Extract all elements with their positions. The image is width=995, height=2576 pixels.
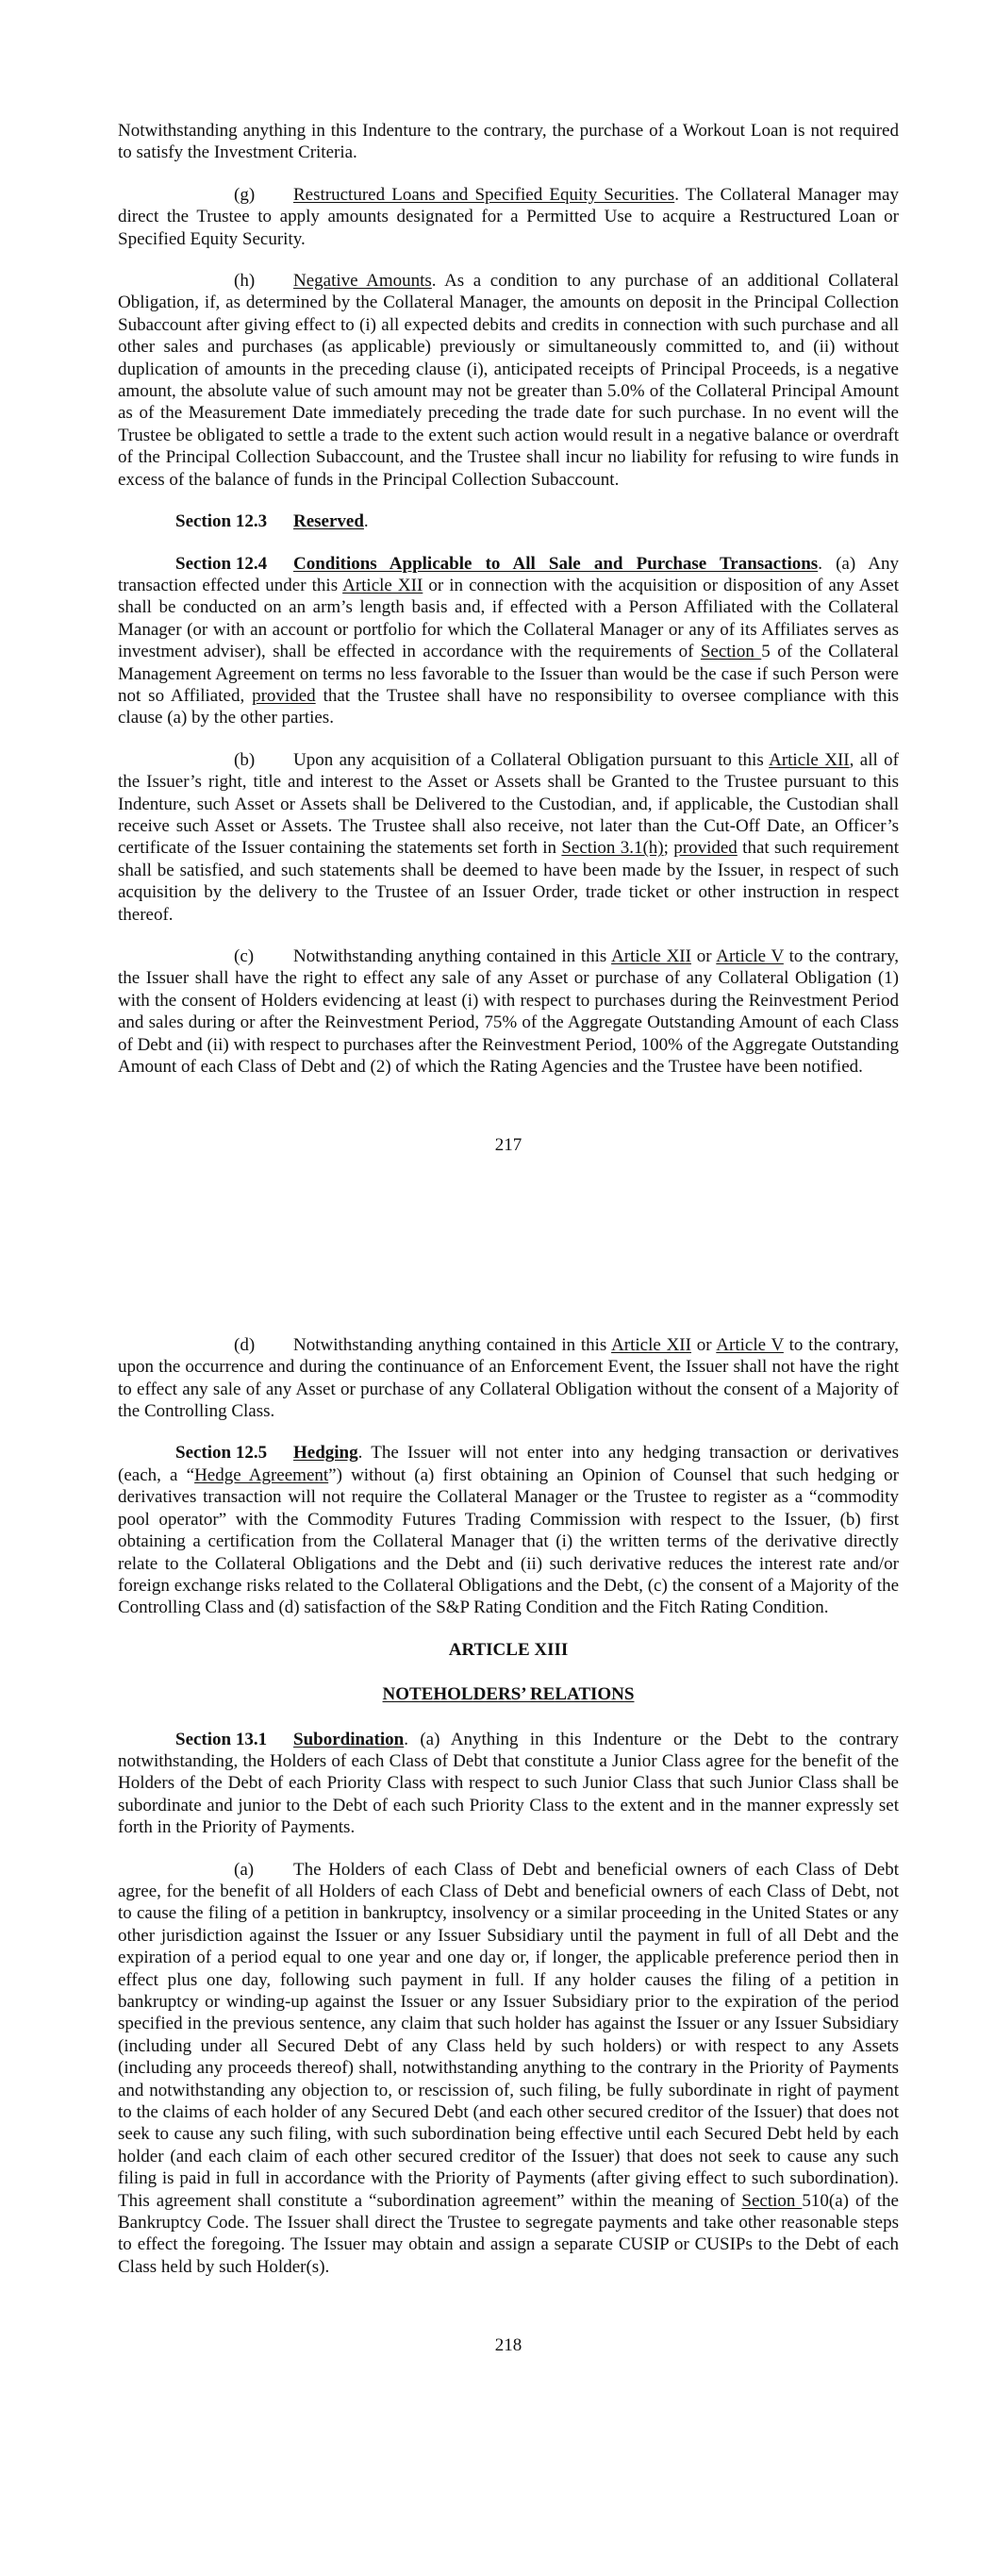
paragraph-b-acquisition bbox=[118, 749, 899, 926]
clause-label: (d) bbox=[234, 1334, 256, 1355]
text-run: ; bbox=[663, 838, 674, 859]
text-run: , all of the Issuer’s right, title and interest to the Asset or Assets shall be Granted to the Trustee pursuant to this Indenture, such Asset or Assets shall be Delivered to the Custodian, and, if applicable, the Custodian shall receive such Asset or Assets. The Trustee shall also receive, not later than the Cut-Off Date, an Officer’s certificate of the Issuer containing the statements set forth in bbox=[118, 749, 899, 859]
cross-reference: Article XII bbox=[769, 749, 850, 770]
text-run: or in connection with the acquisition or disposition of any Asset shall be conducted on an arm’s length basis and, if effected with a Person Affiliated with the Collateral Manager (or with an account or portfolio for which the Collateral Manager or any of its Affiliates serves as investment adviser), shall be effected in accordance with the requirements of bbox=[118, 575, 900, 662]
cross-reference: provided bbox=[673, 838, 738, 859]
section-number: Section 12.4 bbox=[175, 553, 268, 574]
clause-label: (b) bbox=[234, 749, 256, 770]
paragraph-h-negative-amounts bbox=[118, 270, 899, 491]
cross-reference: Section bbox=[741, 2190, 803, 2211]
section-title: Hedging bbox=[293, 1443, 358, 1464]
text-run: Notwithstanding anything contained in this bbox=[293, 1334, 612, 1355]
section-12-3 bbox=[118, 510, 899, 532]
page-number: 217 bbox=[494, 1135, 522, 1156]
section-number: Section 13.1 bbox=[175, 1729, 268, 1749]
cross-reference: provided bbox=[252, 685, 316, 706]
clause-label: (c) bbox=[234, 946, 255, 966]
page-number: 218 bbox=[494, 2335, 522, 2356]
cross-reference: Article XII bbox=[611, 946, 691, 966]
text-run: ”) without (a) first obtaining an Opinion of Counsel that such hedging or derivatives transaction will not require the Collateral Manager or the Trustee to register as a “commodity pool operator” with the Commodity Futures Trading Commission with respect to the Issuer, (b) first obtaining a certification from the Collateral Manager that (i) the written terms of the derivative directly relate to the Collateral Obligations and the Debt and (ii) such derivative reduces the interest rate and/or foreign exchange risks related to the Collateral Obligations and the Debt, (c) the consent of a Majority of the Controlling Class and (d) satisfaction of the S&P Rating Condition and the Fitch Rating Condition. bbox=[118, 1464, 899, 1618]
cross-reference: Article XII bbox=[342, 575, 423, 595]
paragraph-d-enforcement-event bbox=[118, 1334, 899, 1423]
text-run: The Holders of each Class of Debt and beneficial owners of each Class of Debt agree, for the benefit of all Holders of each Class of Debt and beneficial owners of each Class of Debt, not to cause the filing of a petition in bankruptcy, insolvency or a similar proceeding in the United States or any other jurisdiction against the Issuer or any Issuer Subsidiary until the payment in full of all Debt and the expiration of a period equal to one year and one day or, if longer, the applicable preference period then in effect plus one day, following such payment in full. If any holder causes the filing of a petition in bankruptcy or winding-up against the Issuer or any Issuer Subsidiary prior to the expiration of the period specified in the previous sentence, any claim that such holder has against the Issuer or any Issuer Subsidiary (including under all Secured Debt of any Class held by such holders) or with respect to any Assets (including any proceeds thereof) shall, notwithstanding anything to the contrary in the Priority of Payments and notwithstanding any objection to, or rescission of, such filing, be fully subordinate in right of payment to the claims of each holder of any Secured Debt (and each other secured creditor of the Issuer) that does not seek to cause any such filing, with such subordination being effective until each Secured Debt held by each holder (and each claim of each other secured creditor of the Issuer) that does not seek to cause any such filing is paid in full in accordance with the Priority of Payments (after giving effect to such subordination). This agreement shall constitute a “subordination agreement” within the meaning of bbox=[118, 1859, 899, 2211]
text-run: . The Collateral Manager may direct the Trustee to apply amounts designated for a Permitted Use to acquire a Restructured Loan or Specified Equity Security. bbox=[118, 184, 899, 249]
text-run: 5 of the Collateral Management Agreement on terms no less favorable to the Issuer than would be the case if such Person were not so Affiliated, bbox=[118, 642, 899, 706]
text-run: to the contrary, the Issuer shall have the right to effect any sale of any Asset or purchase of any Collateral Obligation (1) with the consent of Holders evidencing at least (i) with respect to purchases during the Reinvestment Period and sales during or after the Reinvestment Period, 75% of the Aggregate Outstanding Amount of each Class of Debt and (ii) with respect to purchases after the Reinvestment Period, 100% of the Aggregate Outstanding Amount of each Class of Debt and (2) of which the Rating Agencies and the Trustee have been notified. bbox=[118, 946, 899, 1078]
text-run: Notwithstanding anything in this Indenture to the contrary, the purchase of a Workout Loan is not required to satisfy the Investment Criteria. bbox=[118, 121, 899, 163]
section-13-1 bbox=[118, 1729, 899, 1839]
text-run: or bbox=[690, 946, 717, 966]
text-run: Upon any acquisition of a Collateral Obligation pursuant to this bbox=[293, 749, 770, 770]
text-run: . (a) Any transaction effected under this bbox=[118, 553, 899, 595]
text-run: . bbox=[363, 511, 369, 532]
page-217 bbox=[0, 0, 899, 1157]
text-run: that such requirement shall be satisfied, and such statements shall be deemed to have been made by the Issuer, in respect of such acquisition by the delivery to the Trustee of an Issuer Order, trade ticket or other instruction in respect thereof. bbox=[118, 838, 899, 925]
section-12-5 bbox=[118, 1442, 899, 1618]
paragraph-workout-loan bbox=[118, 120, 899, 164]
cross-reference: Article V bbox=[716, 946, 784, 966]
section-title: Subordination bbox=[293, 1729, 405, 1749]
section-title: Reserved bbox=[293, 511, 364, 532]
text-run: . As a condition to any purchase of an additional Collateral Obligation, if, as determined by the Collateral Manager, the amounts on deposit in the Principal Collection Subaccount after giving effect to (i) all expected debits and credits in connection with such purchase and all other sales and purchases (as applicable) previously or simultaneously committed to, and (ii) without duplication of amounts in the preceding clause (i), anticipated receipts of Principal Proceeds, is a negative amount, the absolute value of such amount may not be greater than 5.0% of the Collateral Principal Amount as of the Measurement Date immediately preceding the trade date for such purchase. In no event will the Trustee be obligated to settle a trade to the extent such action would result in a negative balance or overdraft of the Principal Collection Subaccount, and the Trustee shall incur no liability for refusing to wire funds in excess of the balance of funds in the Principal Collection Subaccount. bbox=[118, 271, 900, 490]
cross-reference: Hedge Agreement bbox=[194, 1464, 329, 1485]
clause-label: (g) bbox=[234, 184, 256, 205]
cross-reference: Article XII bbox=[611, 1334, 691, 1355]
text-run: Notwithstanding anything contained in this bbox=[293, 946, 612, 966]
paragraph-a-non-petition bbox=[118, 1859, 899, 2279]
section-number: Section 12.3 bbox=[175, 511, 268, 532]
text-run: that the Trustee shall have no responsibility to oversee compliance with this clause (a) by the other parties. bbox=[118, 685, 899, 728]
cross-reference: Restructured Loans and Specified Equity Securities bbox=[293, 184, 675, 205]
page-218 bbox=[0, 1157, 899, 2357]
text-run: to the contrary, upon the occurrence and during the continuance of an Enforcement Event, the Issuer shall not have the right to effect any sale of any Asset or purchase of any Collateral Obligation without the consent of a Majority of the Controlling Class. bbox=[118, 1334, 899, 1422]
section-title: Conditions Applicable to All Sale and Purchase Transactions bbox=[293, 553, 819, 574]
paragraph-c-consent bbox=[118, 945, 899, 1078]
text-run: or bbox=[690, 1334, 717, 1355]
section-12-4 bbox=[118, 553, 899, 729]
section-number: Section 12.5 bbox=[175, 1443, 268, 1464]
cross-reference: Negative Amounts bbox=[293, 271, 432, 292]
text-run: 510(a) of the Bankruptcy Code. The Issuer shall direct the Trustee to segregate payments and take other reasonable steps to effect the foregoing. The Issuer may obtain and assign a separate CUSIP or CUSIPs to the Debt of each Class held by such Holder(s). bbox=[118, 2190, 899, 2277]
cross-reference: Article V bbox=[716, 1334, 784, 1355]
article-title: NOTEHOLDERS’ RELATIONS bbox=[382, 1684, 635, 1705]
cross-reference: Section bbox=[700, 642, 762, 662]
text-run: . (a) Anything in this Indenture or the Debt to the contrary notwithstanding, the Holders of each Class of Debt that constitute a Junior Class agree for the benefit of the Holders of the Debt of each Priority Class with respect to such Junior Class that such Junior Class shall be subordinate and junior to the Debt of each such Priority Class to the extent and in the manner expressly set forth in the Priority of Payments. bbox=[118, 1729, 899, 1838]
clause-label: (h) bbox=[234, 271, 256, 292]
clause-label: (a) bbox=[234, 1859, 255, 1880]
text-run: . The Issuer will not enter into any hedging transaction or derivatives (each, a “ bbox=[118, 1443, 899, 1485]
paragraph-g-restructured-loans bbox=[118, 184, 899, 250]
article-heading: ARTICLE XIII bbox=[448, 1639, 569, 1660]
cross-reference: Section 3.1(h) bbox=[561, 838, 664, 859]
